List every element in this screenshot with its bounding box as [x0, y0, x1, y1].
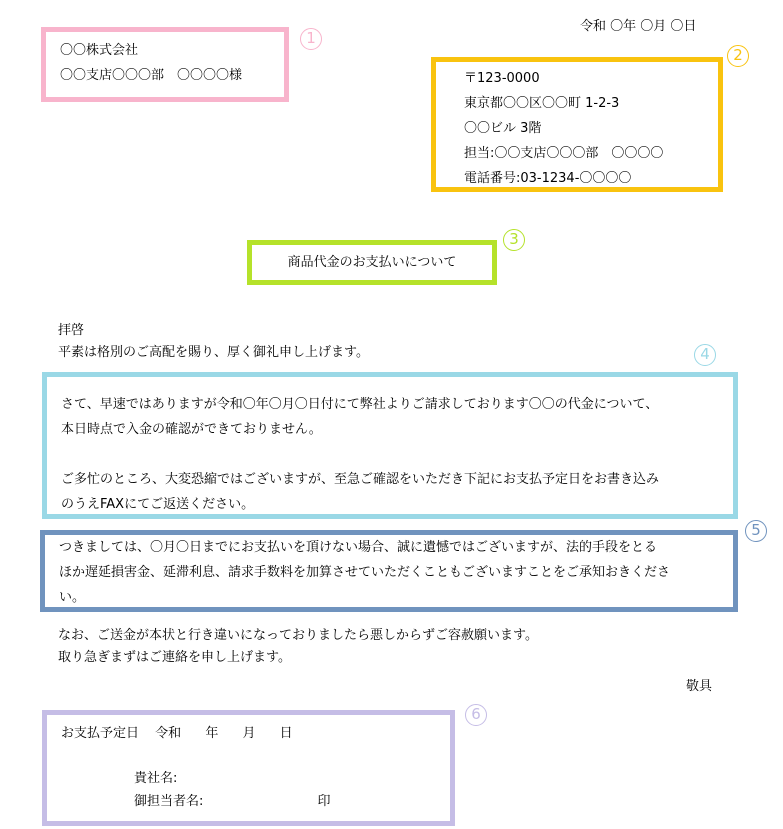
marker-4: 4 [694, 344, 716, 366]
sender-phone: 電話番号:03-1234-〇〇〇〇 [464, 171, 632, 186]
closing-line-2: 取り急ぎまずはご連絡を申し上げます。 [58, 650, 291, 665]
warning-box [40, 530, 738, 612]
marker-2: 2 [727, 45, 749, 67]
sign-off: 敬具 [686, 679, 713, 694]
payment-date-label: お支払予定日 [61, 726, 140, 741]
company-name-label: 貴社名: [134, 771, 178, 786]
subject-title: 商品代金のお支払いについて [287, 255, 457, 270]
request-line-3: ご多忙のところ、大変恐縮ではございますが、至急ご確認をいただき下記にお支払予定日をお書き込み [61, 472, 660, 487]
person-name-field[interactable] [61, 790, 450, 813]
request-spacer [61, 442, 733, 467]
salutation: 拝啓 [58, 323, 85, 338]
sender-box [431, 57, 723, 192]
marker-3: 3 [503, 229, 525, 251]
sender-address: 東京都〇〇区〇〇町 1-2-3 [464, 96, 620, 111]
sender-contact: 担当:〇〇支店〇〇〇部 〇〇〇〇 [464, 146, 664, 161]
subject-box [247, 240, 497, 285]
recipient-person: 〇〇支店〇〇〇部 〇〇〇〇様 [60, 68, 243, 83]
person-name-label: 御担当者名: [134, 794, 204, 809]
reply-form-box [42, 710, 455, 826]
company-name-field[interactable] [61, 767, 450, 790]
recipient-company: 〇〇株式会社 [60, 43, 139, 58]
sender-postal: 〒123-0000 [464, 71, 540, 86]
era-label: 令和 [155, 726, 182, 741]
request-line-2: 本日時点で入金の確認ができておりません。 [61, 422, 322, 437]
marker-1: 1 [300, 28, 322, 50]
warning-line-3: い。 [59, 590, 86, 605]
request-line-1: さて、早速ではありますが令和〇年〇月〇日付にて弊社よりご請求しております〇〇の代金について、 [61, 397, 659, 412]
payment-date-row [61, 721, 450, 746]
letter-date: 令和 〇年 〇月 〇日 [580, 19, 697, 34]
day-field[interactable]: 日 [279, 726, 293, 741]
year-field[interactable]: 年 [205, 726, 219, 741]
recipient-box [41, 27, 289, 102]
sender-building: 〇〇ビル 3階 [464, 121, 542, 136]
closing-line-1: なお、ご送金が本状と行き違いになっておりましたら悪しからずご容赦願います。 [58, 628, 538, 643]
warning-line-1: つきましては、〇月〇日までにお支払いを頂けない場合、誠に遺憾ではございますが、法的手段をとる [59, 540, 658, 555]
warning-line-2: ほか遅延損害金、延滞利息、請求手数料を加算させていただくこともございますことをご承知おきくださ [59, 565, 671, 580]
greeting: 平素は格別のご高配を賜り、厚く御礼申し上げます。 [58, 345, 369, 360]
seal-mark: 印 [317, 794, 331, 809]
request-box [42, 372, 738, 519]
marker-5: 5 [745, 520, 767, 542]
month-field[interactable]: 月 [242, 726, 256, 741]
marker-6: 6 [465, 704, 487, 726]
request-line-4: のうえFAXにてご返送ください。 [61, 497, 255, 512]
